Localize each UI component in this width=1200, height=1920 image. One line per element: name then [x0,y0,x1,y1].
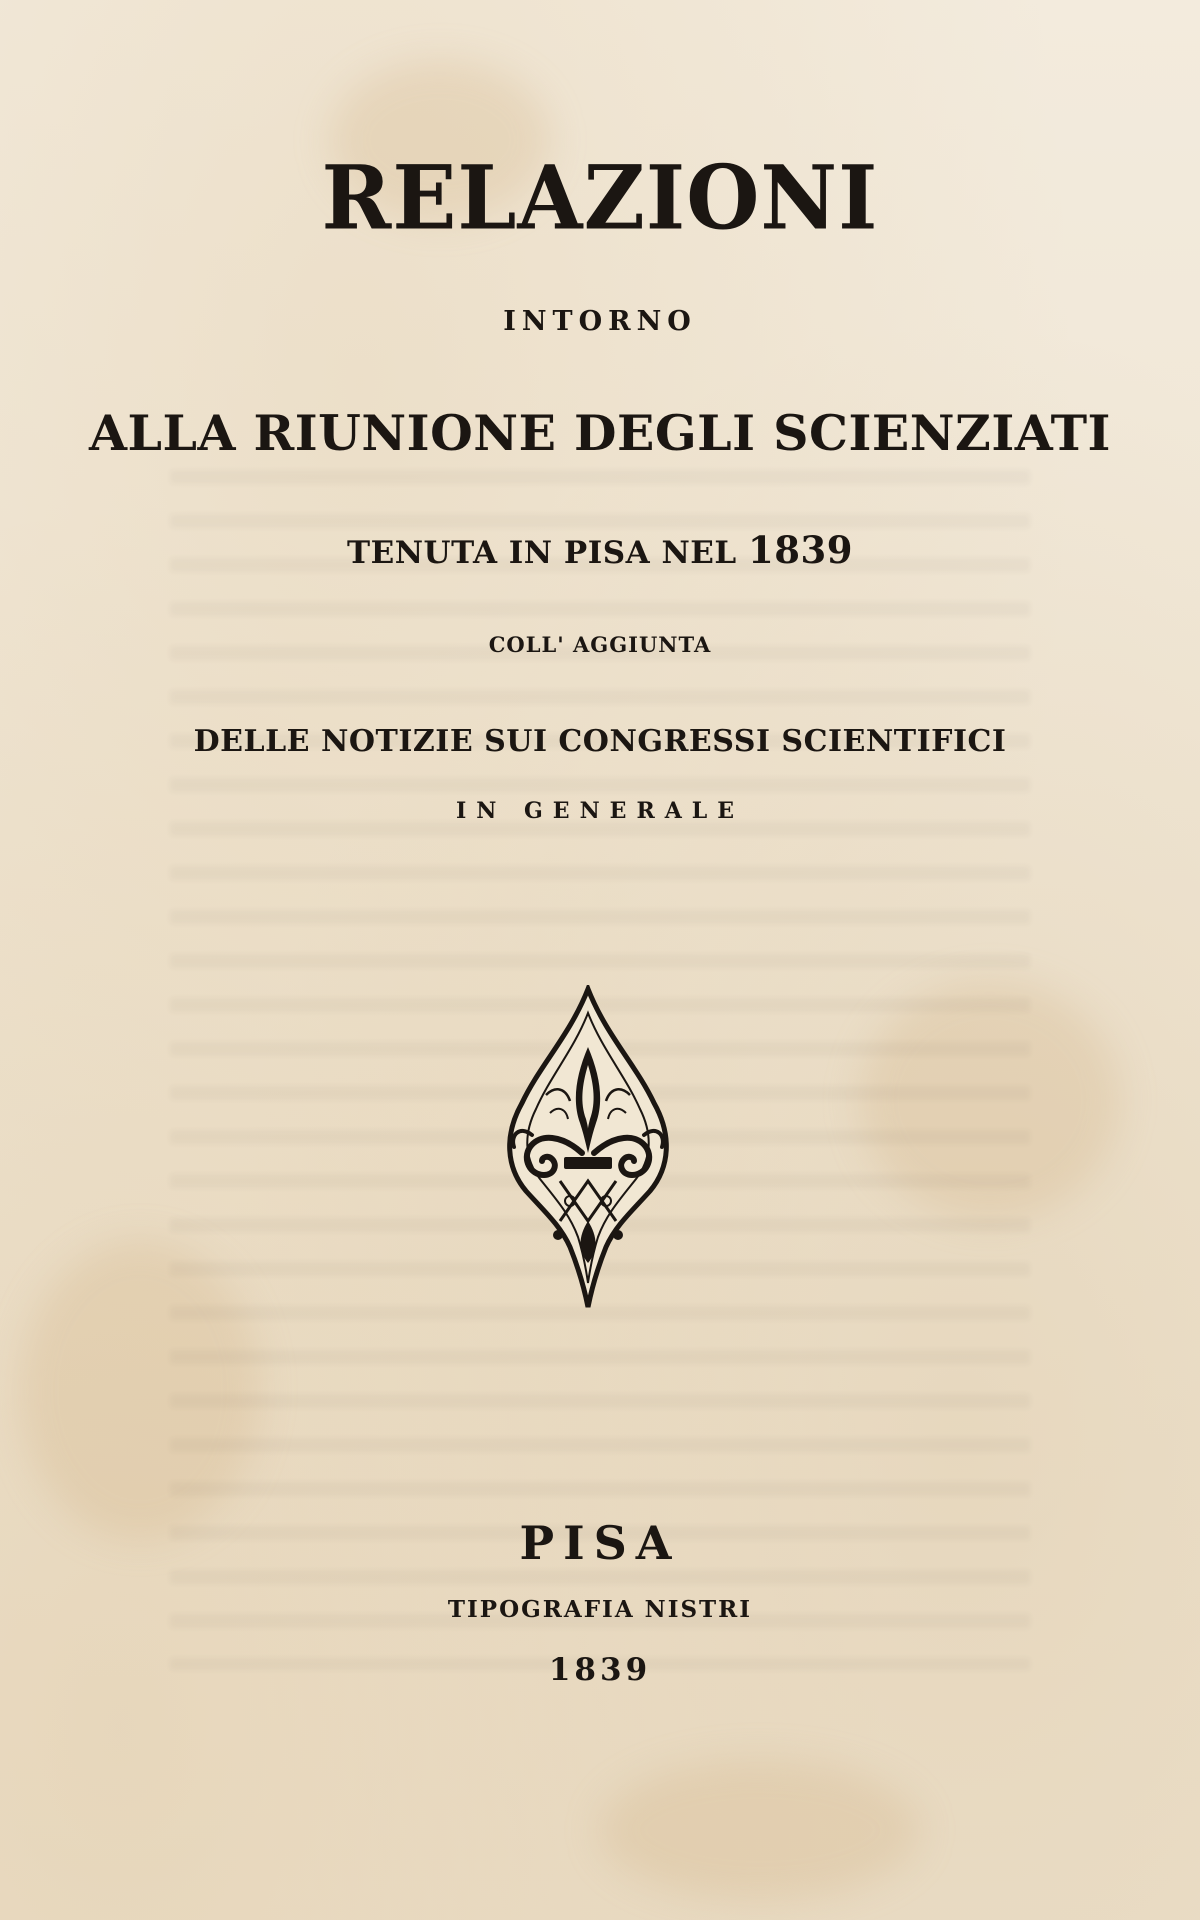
subtitle-generale: IN GENERALE [455,798,745,824]
subtitle-aggiunta: COLL' AGGIUNTA [488,632,712,657]
subtitle-tenuta-year: 1839 [748,528,853,572]
subtitle-notizie: DELLE NOTIZIE SUI CONGRESSI SCIENTIFICI [193,724,1007,759]
subtitle-riunione: ALLA RIUNIONE DEGLI SCIENZIATI [89,404,1111,462]
imprint-city: PISA [519,1516,681,1570]
subtitle-tenuta [0,528,1200,572]
book-title: RELAZIONI [321,145,879,250]
subtitle-intorno: INTORNO [503,306,697,337]
fleur-de-lis-ornament-icon [500,985,676,1311]
imprint-printer: TIPOGRAFIA NISTRI [447,1596,753,1623]
imprint-year: 1839 [548,1652,652,1688]
foxing-stain [600,1760,920,1900]
subtitle-tenuta-text: TENUTA IN PISA NEL [347,535,737,571]
